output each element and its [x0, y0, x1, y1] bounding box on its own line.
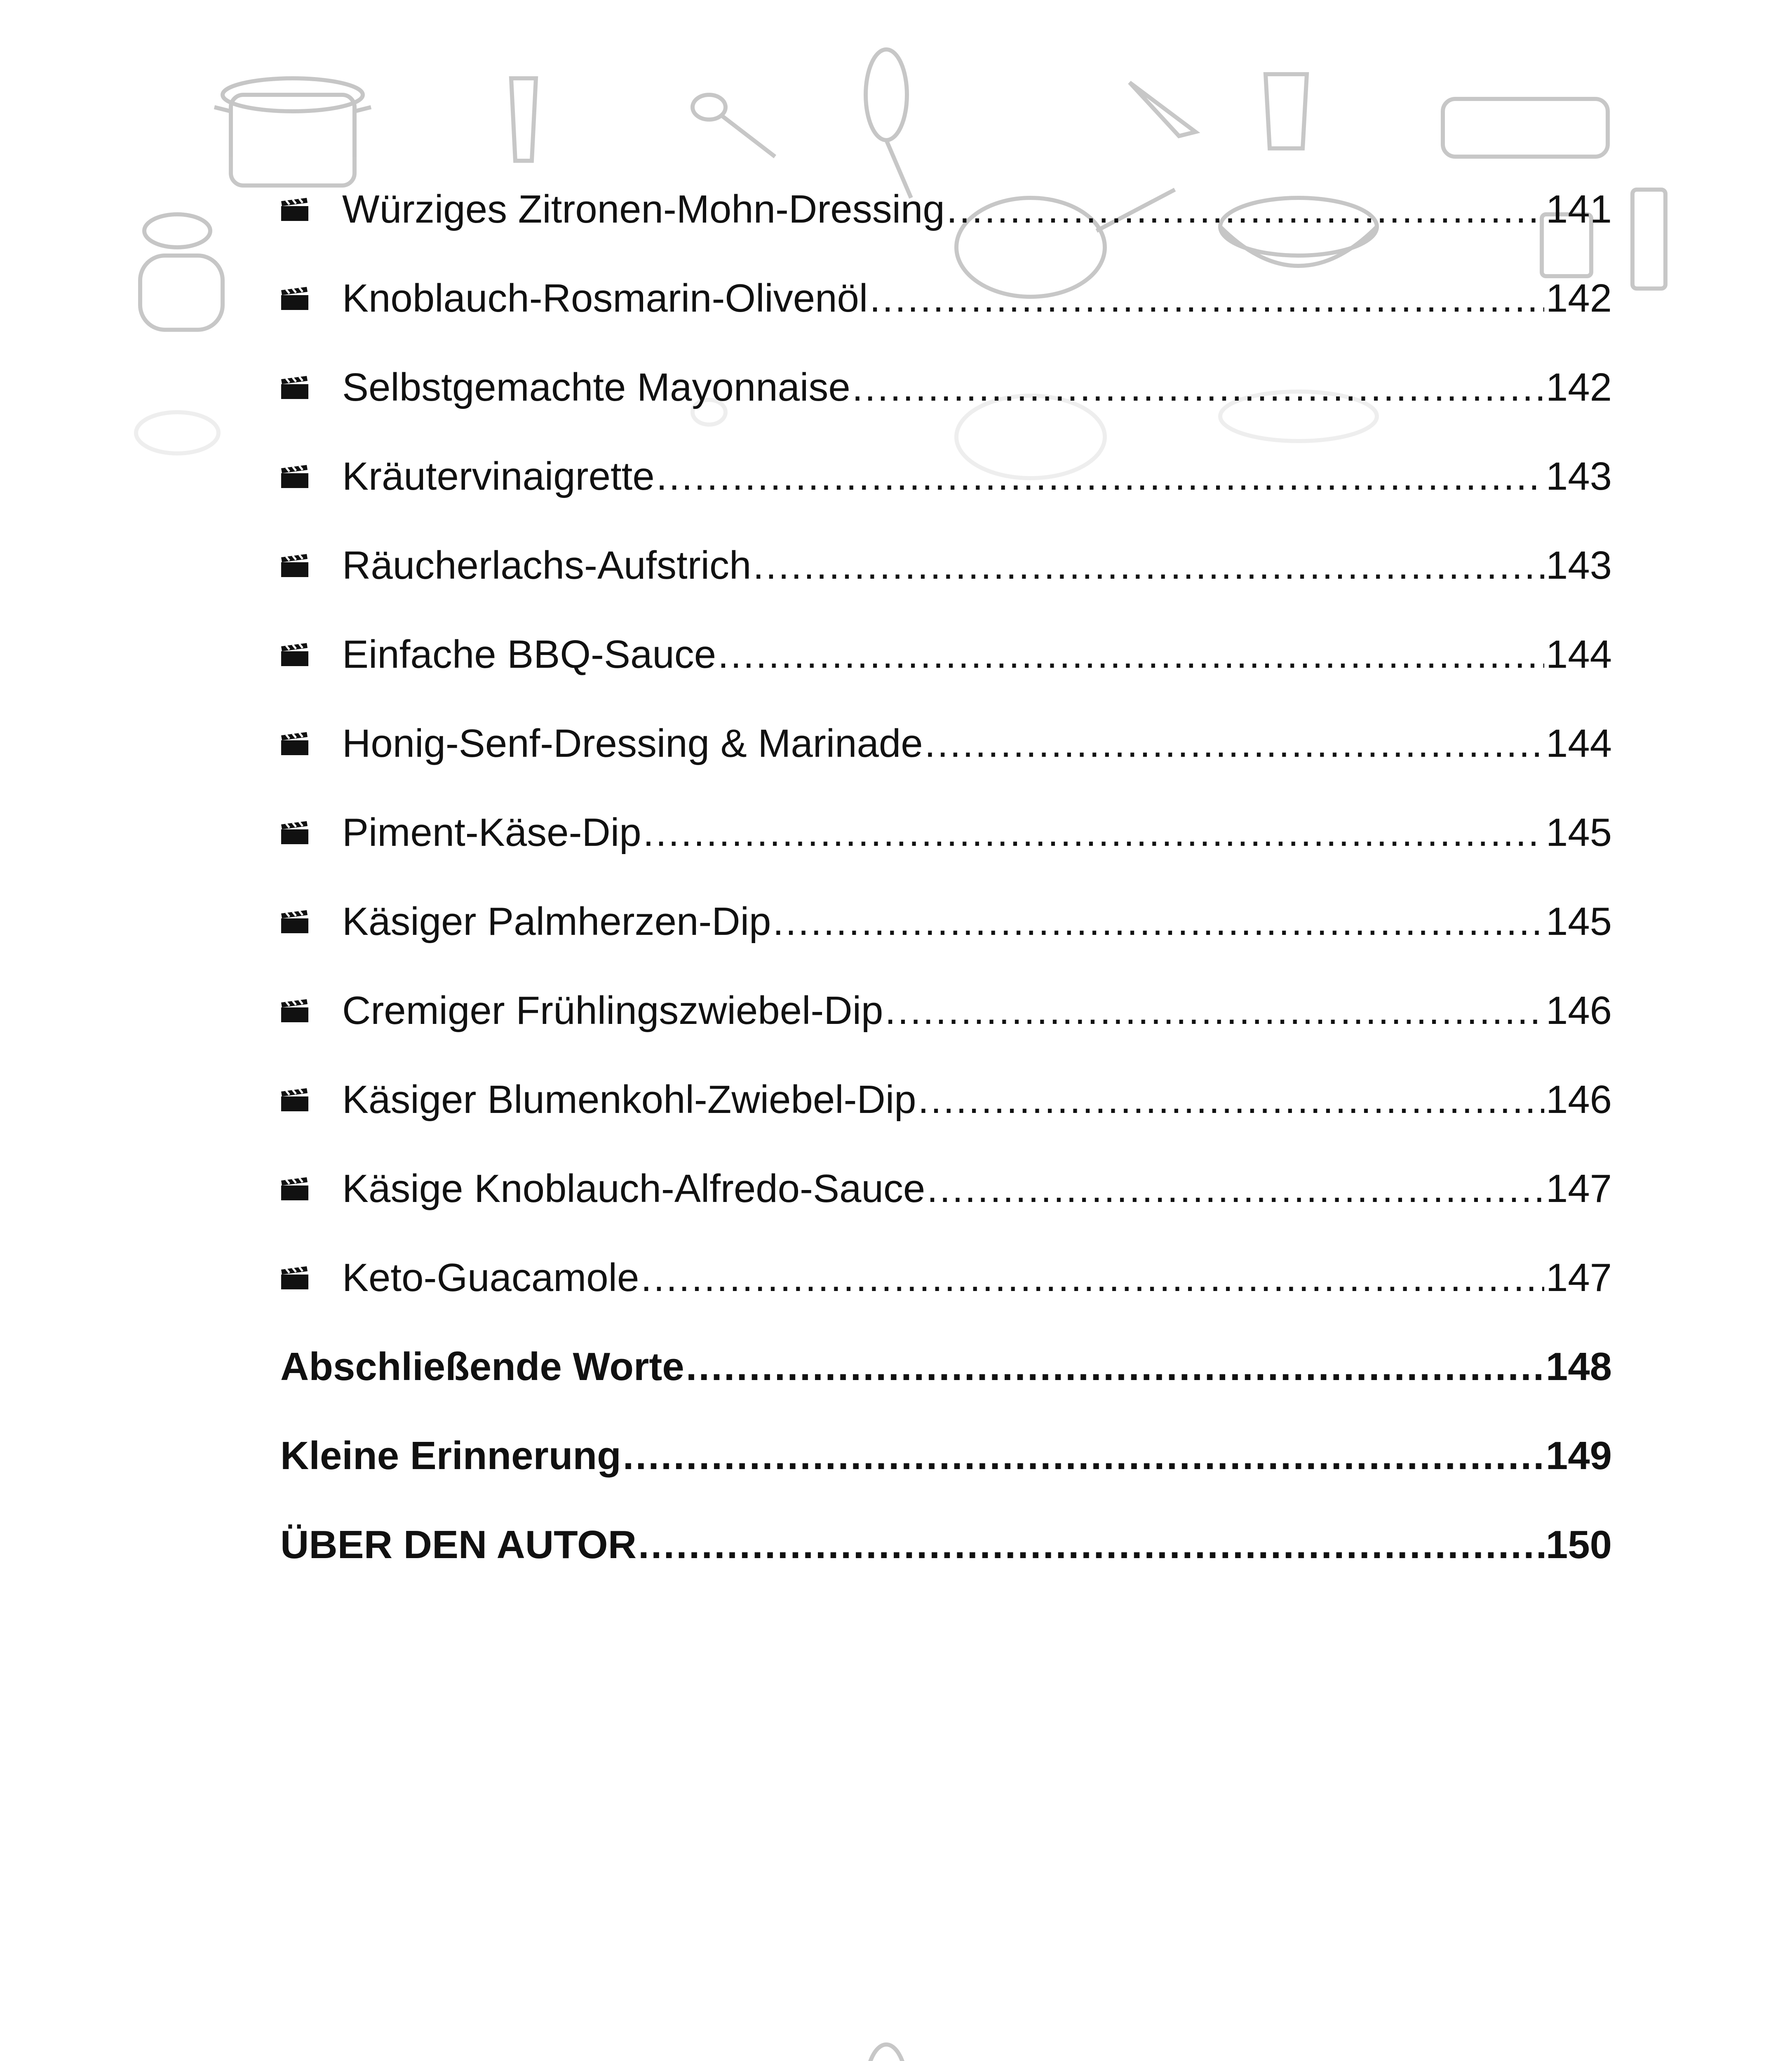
toc-entry-title: Käsiger Blumenkohl-Zwiebel-Dip	[342, 1077, 916, 1122]
toc-entry-title: Honig-Senf-Dressing & Marinade	[342, 721, 923, 765]
dot-leader	[638, 1500, 1544, 1589]
glass-icon	[511, 78, 536, 161]
toc-page-number: 145	[1545, 810, 1612, 854]
toc-recipe-entry[interactable]	[280, 699, 1612, 788]
toc-recipe-entry[interactable]	[280, 165, 1612, 254]
toc-entry-title: Abschließende Worte	[280, 1345, 684, 1389]
grater-icon	[1632, 190, 1665, 289]
dot-leader	[885, 966, 1544, 1055]
spoon-icon	[693, 95, 775, 157]
toc-page-number: 147	[1545, 1256, 1612, 1300]
toc-page-number: 146	[1545, 1077, 1612, 1122]
toc-recipe-entry[interactable]	[280, 1144, 1612, 1233]
toc-chapter-entry[interactable]	[280, 1411, 1612, 1500]
toc-recipe-entry[interactable]	[280, 432, 1612, 521]
clapperboard-icon	[280, 642, 309, 667]
clapperboard-icon	[280, 1176, 309, 1201]
dot-leader	[718, 610, 1544, 699]
dot-leader	[753, 521, 1544, 610]
toc-recipe-entry[interactable]	[280, 254, 1612, 343]
clapperboard-icon	[280, 286, 309, 311]
knife-icon	[1130, 82, 1195, 136]
clapperboard-icon	[280, 731, 309, 756]
clapperboard-icon	[280, 909, 309, 934]
dot-leader	[869, 254, 1544, 343]
dot-leader	[918, 1055, 1544, 1144]
table-of-contents	[280, 165, 1612, 1589]
dot-leader	[773, 877, 1544, 966]
clapperboard-icon	[280, 553, 309, 578]
toc-page-number: 145	[1545, 899, 1612, 944]
toc-recipe-entry[interactable]	[280, 610, 1612, 699]
pitcher-icon	[1266, 74, 1307, 148]
toc-page-number: 148	[1545, 1345, 1612, 1389]
toc-page-number: 142	[1545, 276, 1612, 320]
toc-entry-title: Würziges Zitronen-Mohn-Dressing	[342, 187, 945, 231]
clapperboard-icon	[280, 820, 309, 845]
toc-entry-title: Käsige Knoblauch-Alfredo-Sauce	[342, 1167, 925, 1211]
dot-leader	[927, 1144, 1544, 1233]
toc-page-number: 147	[1545, 1167, 1612, 1211]
toc-page-number: 143	[1545, 454, 1612, 498]
toc-page-number: 150	[1545, 1523, 1612, 1567]
clapperboard-icon	[280, 375, 309, 400]
dot-leader	[925, 699, 1544, 788]
toc-recipe-entry[interactable]	[280, 343, 1612, 432]
toc-recipe-entry[interactable]	[280, 1055, 1612, 1144]
dot-leader	[656, 432, 1544, 521]
cake-ring-icon	[1443, 99, 1608, 157]
toc-page-number: 149	[1545, 1434, 1612, 1478]
toc-chapter-entry[interactable]	[280, 1322, 1612, 1411]
toc-page-number: 144	[1545, 632, 1612, 676]
clapperboard-icon	[280, 1087, 309, 1112]
toc-entry-title: Räucherlachs-Aufstrich	[342, 543, 752, 587]
toc-entry-title: Kleine Erinnerung	[280, 1434, 621, 1478]
toc-page-number: 142	[1545, 365, 1612, 409]
dot-leader	[946, 165, 1544, 254]
dot-leader	[641, 1233, 1544, 1322]
toc-recipe-entry[interactable]	[280, 1233, 1612, 1322]
toc-entry-title: Käsiger Palmherzen-Dip	[342, 899, 771, 944]
toc-entry-title: Keto-Guacamole	[342, 1256, 639, 1300]
dot-leader	[686, 1322, 1544, 1411]
toc-entry-title: Selbstgemachte Mayonnaise	[342, 365, 850, 409]
toc-page-number: 143	[1545, 543, 1612, 587]
toc-recipe-entry[interactable]	[280, 877, 1612, 966]
toc-recipe-entry[interactable]	[280, 521, 1612, 610]
clapperboard-icon	[280, 998, 309, 1023]
toc-chapter-entry[interactable]	[280, 1500, 1612, 1589]
toc-entry-title: Einfache BBQ-Sauce	[342, 632, 716, 676]
kitchen-illustration-bottom	[0, 2040, 1792, 2061]
dot-leader	[852, 343, 1544, 432]
toc-entry-title: Knoblauch-Rosmarin-Olivenöl	[342, 276, 868, 320]
toc-page-number: 146	[1545, 988, 1612, 1033]
toc-recipe-entry[interactable]	[280, 788, 1612, 877]
toc-recipe-entry[interactable]	[280, 966, 1612, 1055]
clapperboard-icon	[280, 464, 309, 489]
toc-entry-title: Piment-Käse-Dip	[342, 810, 641, 854]
toc-entry-title: ÜBER DEN AUTOR	[280, 1523, 637, 1567]
toc-entry-title: Cremiger Frühlingszwiebel-Dip	[342, 988, 883, 1033]
toc-page-number: 141	[1545, 187, 1612, 231]
toc-entry-title: Kräutervinaigrette	[342, 454, 655, 498]
whisk-icon	[866, 2045, 911, 2061]
toc-page-number: 144	[1545, 721, 1612, 765]
dot-leader	[643, 788, 1544, 877]
lidded-pot-icon	[140, 214, 223, 330]
clapperboard-icon	[280, 1265, 309, 1290]
dot-leader	[623, 1411, 1544, 1500]
clapperboard-icon	[280, 197, 309, 222]
